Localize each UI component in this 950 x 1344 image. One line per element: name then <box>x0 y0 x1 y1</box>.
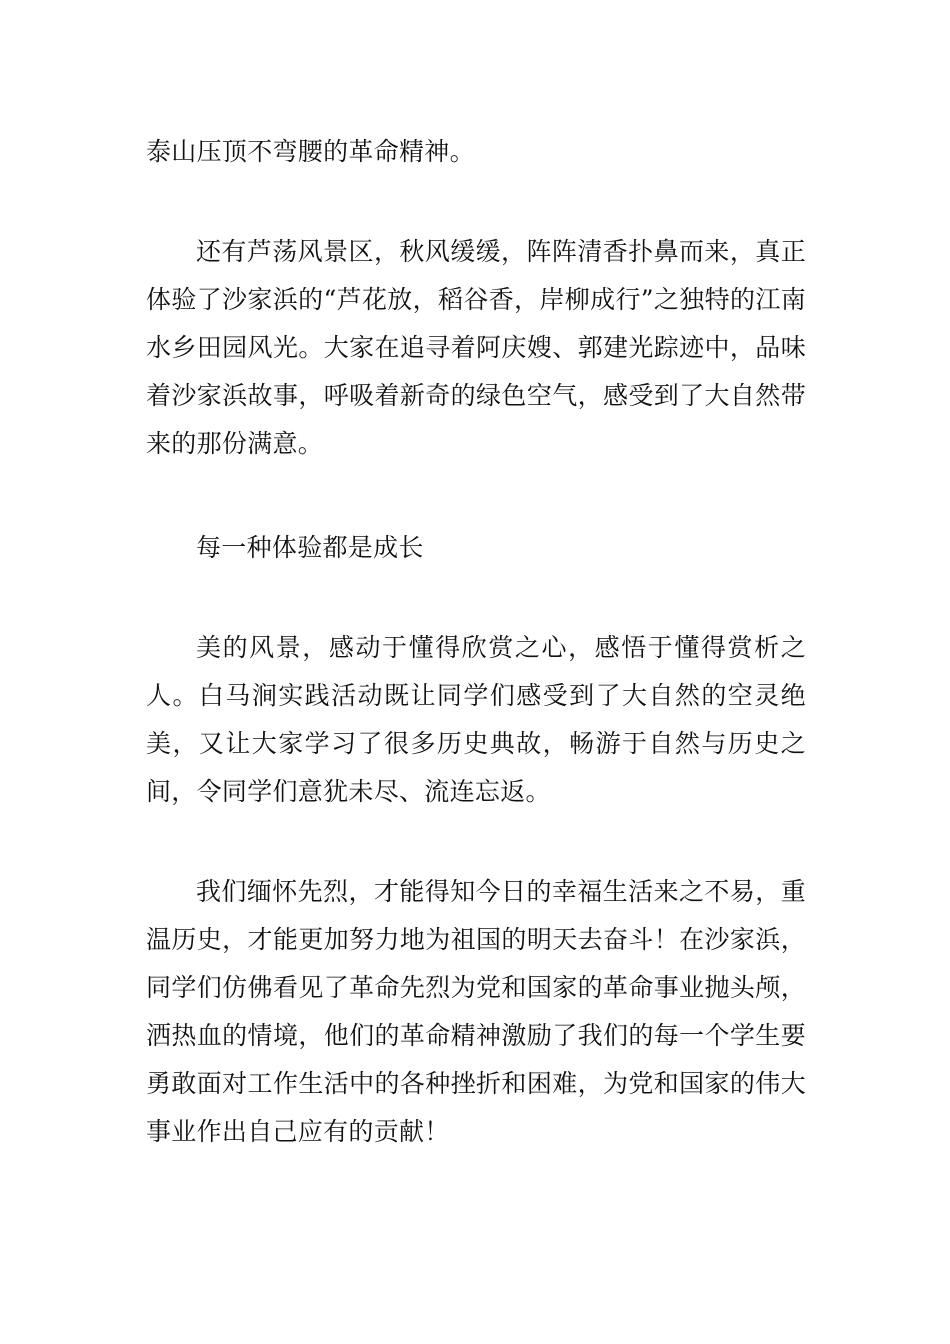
paragraph-reed-scenic-area: 还有芦荡风景区，秋风缓缓，阵阵清香扑鼻而来，真正体验了沙家浜的“芦花放，稻谷香，岸柳成行”之独特的江南水乡田园风光。大家在追寻着阿庆嫂、郭建光踪迹中，品味着沙家浜故事，呼吸着新奇的绿色空气，感受到了大自然带来的那份满意。 <box>146 237 806 458</box>
paragraph-baimajian: 美的风景，感动于懂得欣赏之心，感悟于懂得赏析之人。白马涧实践活动既让同学们感受到了大自然的空灵绝美，又让大家学习了很多历史典故，畅游于自然与历史之间，令同学们意犹未尽、流连忘返。 <box>146 633 806 806</box>
section-heading: 每一种体验都是成长 <box>196 533 424 562</box>
paragraph-remembering-martyrs: 我们缅怀先烈，才能得知今日的幸福生活来之不易，重温历史，才能更加努力地为祖国的明天去奋斗！在沙家浜，同学们仿佛看见了革命先烈为党和国家的革命事业抛头颅，洒热血的情境，他们的革命精神激励了我们的每一个学生要勇敢面对工作生活中的各种挫折和困难，为党和国家的伟大事业作出自己应有的贡献！ <box>146 877 806 1146</box>
paragraph-continuation: 泰山压顶不弯腰的革命精神。 <box>146 137 475 166</box>
